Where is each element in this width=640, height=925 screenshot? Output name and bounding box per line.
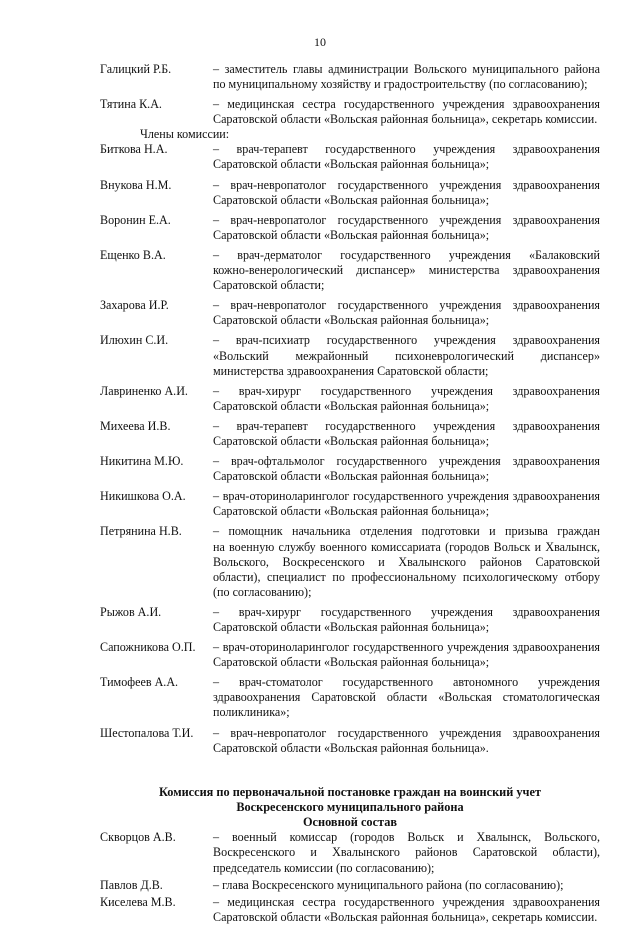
member-entry [100,248,600,293]
role-line: – врач-хирург государственного учреждения здравоохранения [213,383,600,398]
main-composition-members [100,830,600,925]
member-name: Захарова И.Р. [100,298,169,313]
member-entry [100,333,600,378]
role-line: – врач-стоматолог государственного автономного учреждения [213,675,600,690]
member-entry [100,726,600,756]
member-role [213,605,600,635]
role-line: – врач-невропатолог государственного учреждения здравоохранения [213,725,600,740]
member-entry [100,142,600,172]
member-role [213,62,600,92]
role-line: Саратовской области «Вольская районная больница»; [213,398,490,413]
role-line: Саратовской области «Вольская районная больница»; [213,192,490,207]
section-subtitle: Основной состав [302,815,398,830]
member-entry [100,298,600,328]
member-name: Внукова Н.М. [100,177,172,192]
member-name: Сапожникова О.П. [100,640,196,655]
role-line: – врач-терапевт государственного учреждения здравоохранения [213,418,600,433]
role-line: Саратовской области «Вольская районная больница»; [213,433,490,448]
role-line: Саратовской области «Вольская районная больница», секретарь комиссии. [213,909,598,924]
member-name: Михеева И.В. [100,418,171,433]
role-line: Вольского, Воскресенского и Хвалынского районов Саратовской [213,554,600,569]
member-name: Павлов Д.В. [100,877,163,892]
member-name: Рыжов А.И. [100,604,162,619]
role-line: на военную службу военного комиссариата (городов Вольск и Хвалынск, [213,539,600,554]
member-entry [100,895,600,925]
role-line: области), специалист по профессиональному психологическому отбору [213,569,600,584]
role-line: – медицинская сестра государственного учреждения здравоохранения [213,97,600,112]
member-role [213,333,600,378]
member-entry [100,878,600,893]
member-entry [100,640,600,670]
member-name: Илюхин С.И. [100,333,169,348]
role-line: – врач-невропатолог государственного учреждения здравоохранения [213,177,600,192]
member-name: Тятина К.А. [100,97,162,112]
member-entry [100,97,600,127]
member-role [213,675,600,720]
member-role [213,524,600,599]
role-line: поликлиника»; [213,705,290,720]
member-entry [100,384,600,414]
member-entry [100,454,600,484]
member-entry [100,605,600,635]
role-line: Саратовской области; [213,278,325,293]
members-label: Члены комиссии: [140,127,230,142]
role-line: Воскресенского и Хвалынского районов Саратовской области), [213,845,600,860]
role-line: Саратовской области «Вольская районная больница»; [213,620,490,634]
member-name: Ещенко В.А. [100,247,166,262]
member-role [213,895,600,925]
member-name: Биткова Н.А. [100,142,168,157]
member-entry [100,213,600,243]
member-role [213,454,600,484]
section-heading [100,785,600,831]
role-line: – врач-дерматолог государственного учреждения «Балаковский [213,247,600,262]
member-role [213,248,600,293]
section-title-line: Комиссия по первоначальной постановке граждан на воинский учет [158,784,541,799]
member-entry [100,178,600,208]
role-line: – врач-оториноларинголог государственного учреждения здравоохранения [213,640,600,655]
role-line: Саратовской области «Вольская районная больница»; [213,655,490,670]
member-entry [100,62,600,92]
member-name: Никитина М.Ю. [100,454,184,469]
role-line: (по согласованию); [213,584,312,599]
member-role [213,298,600,328]
document-body [100,62,600,925]
member-name: Петрянина Н.В. [100,524,182,539]
role-line: – врач-офтальмолог государственного учреждения здравоохранения [213,454,600,469]
member-entry [100,830,600,875]
role-line: – помощник начальника отделения подготовки и призыва граждан [213,524,600,539]
role-line: Саратовской области «Вольская районная больница»; [213,227,490,242]
member-name: Галицкий Р.Б. [100,62,172,76]
role-line: – врач-невропатолог государственного учреждения здравоохранения [213,298,600,313]
member-role [213,830,600,875]
member-role [213,878,600,893]
member-name: Скворцов А.В. [100,830,176,845]
role-line: «Вольский межрайонный психоневрологический диспансер» [213,348,600,363]
role-line: – врач-психиатр государственного учреждения здравоохранения [213,333,600,348]
role-line: – врач-хирург государственного учреждения здравоохранения [213,604,600,619]
role-line: Саратовской области «Вольская районная больница»; [213,469,490,484]
member-entry [100,489,600,519]
role-line: – врач-терапевт государственного учреждения здравоохранения [213,142,600,157]
member-role [213,213,600,243]
role-line: председатель комиссии (по согласованию); [213,860,435,875]
member-name: Шестопалова Т.И. [100,725,194,740]
member-role [213,384,600,414]
member-role [213,489,600,519]
page-number: 10 [314,35,326,49]
role-line: министерства здравоохранения Саратовской области; [213,363,489,378]
member-role [213,178,600,208]
role-line: Саратовской области «Вольская районная больница»; [213,157,490,172]
member-name: Лавриненко А.И. [100,383,188,398]
role-line: – врач-невропатолог государственного учреждения здравоохранения [213,212,600,227]
member-role [213,97,600,127]
member-name: Киселева М.В. [100,894,176,909]
section-title-line: Воскресенского муниципального района [236,799,464,814]
role-line: – медицинская сестра государственного учреждения здравоохранения [213,894,600,909]
role-line: кожно-венерологический диспансер» министерства здравоохранения [213,263,600,278]
role-line: – заместитель главы администрации Вольского муниципального района [213,62,600,76]
role-line: – военный комиссар (городов Вольск и Хвалынск, Вольского, [213,830,600,845]
member-name: Никишкова О.А. [100,489,186,504]
commission-members [100,142,600,755]
member-entry [100,675,600,720]
commission-leadership [100,62,600,127]
member-entry [100,524,600,599]
role-line: здравоохранения Саратовской области «Вольская стоматологическая [213,690,600,705]
role-line: – врач-оториноларинголог государственного учреждения здравоохранения [213,489,600,504]
role-line: по муниципальному хозяйству и градостроительству (по согласованию); [213,77,588,92]
member-name: Воронин Е.А. [100,212,171,227]
member-name: Тимофеев А.А. [100,675,179,690]
member-role [213,419,600,449]
role-line: Саратовской области «Вольская районная больница», секретарь комиссии. [213,112,598,127]
member-entry [100,419,600,449]
role-line: Саратовской области «Вольская районная больница»; [213,504,490,519]
member-role [213,726,600,756]
role-line: Саратовской области «Вольская районная больница»; [213,313,490,328]
member-role [213,640,600,670]
member-role [213,142,600,172]
role-line: Саратовской области «Вольская районная больница». [213,740,489,755]
role-line: – глава Воскресенского муниципального района (по согласованию); [213,877,564,892]
